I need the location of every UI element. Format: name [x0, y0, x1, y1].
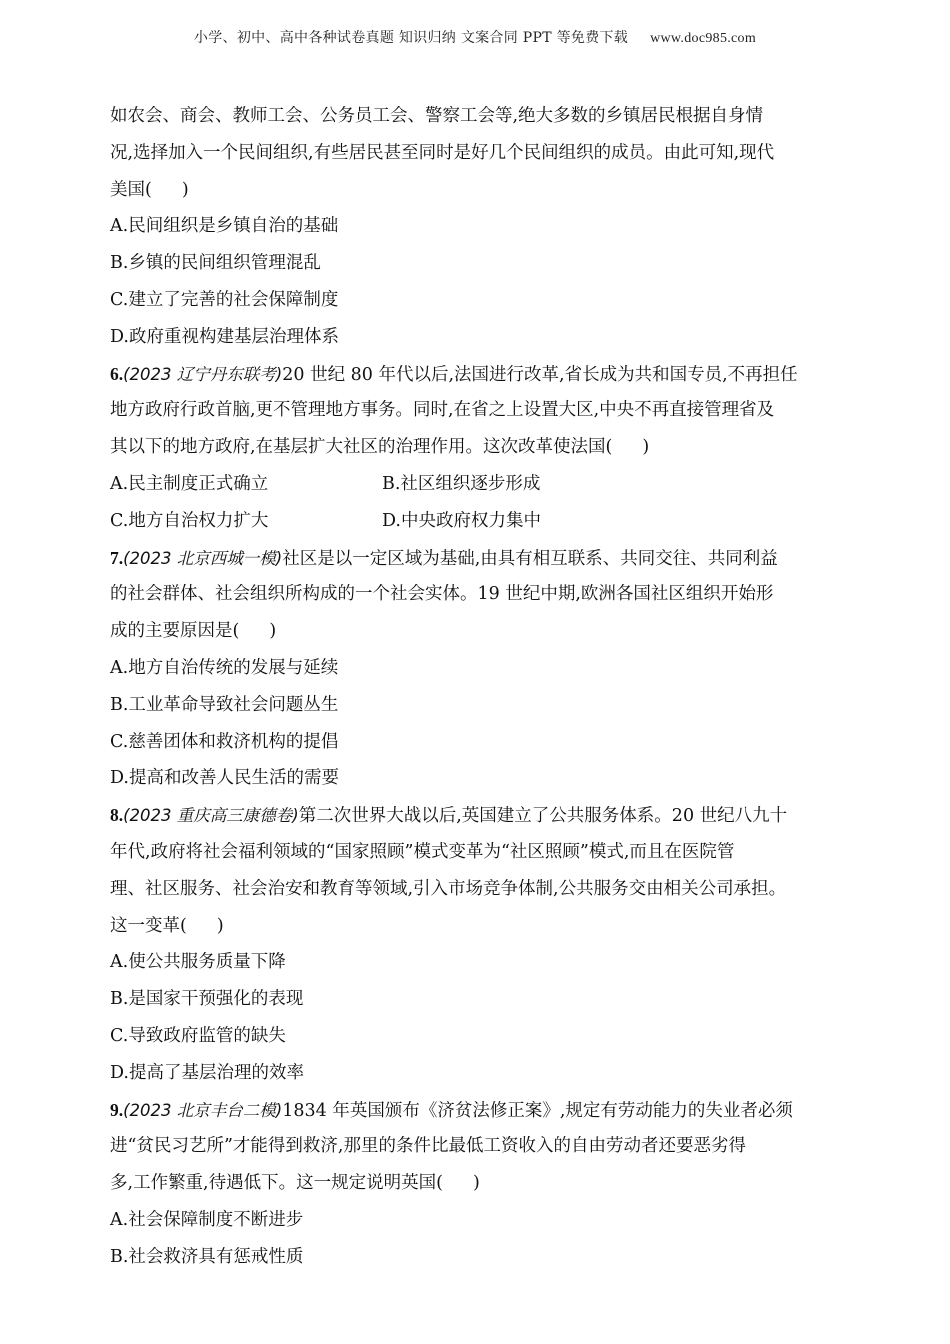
- question-source: (2023 北京丰台二模): [123, 1100, 283, 1120]
- option-a: A.社会保障制度不断进步: [110, 1209, 304, 1230]
- option-a: A.地方自治传统的发展与延续: [110, 657, 339, 678]
- option-b: B.工业革命导致社会问题丛生: [110, 694, 339, 715]
- question-stem-end: 其以下的地方政府,在基层扩大社区的治理作用。这次改革使法国( ): [110, 437, 650, 458]
- question-source: (2023 重庆高三康德卷): [123, 806, 299, 826]
- question-9: [110, 1092, 850, 1276]
- question-8: [110, 797, 850, 1091]
- question-line: 况,选择加入一个民间组织,有些居民甚至同时是好几个民间组织的成员。由此可知,现代: [110, 142, 775, 163]
- question-first-line: 6.(2023 辽宁丹东联考)20 世纪 80 年代以后,法国进行改革,省长成为共和国专员,不再担任: [110, 363, 798, 385]
- option-a: A.民间组织是乡镇自治的基础: [110, 216, 339, 237]
- header-text: 小学、初中、高中各种试卷真题 知识归纳 文案合同 PPT 等免费下载: [193, 30, 629, 46]
- option-b: B.社区组织逐步形成: [382, 473, 541, 494]
- question-source: (2023 辽宁丹东联考): [123, 364, 283, 384]
- option-c: C.地方自治权力扩大: [110, 510, 269, 531]
- option-c: C.建立了完善的社会保障制度: [110, 289, 339, 310]
- question-line: 理、社区服务、社会治安和教育等领域,引入市场竞争体制,公共服务交由相关公司承担。: [110, 878, 787, 899]
- question-number: 6.: [110, 363, 124, 384]
- question-stem-end: 美国( ): [110, 179, 189, 200]
- question-line: 的社会群体、社会组织所构成的一个社会实体。19 世纪中期,欧洲各国社区组织开始形: [110, 584, 774, 605]
- question-first-line: 7.(2023 北京西城一模)社区是以一定区域为基础,由具有相互联系、共同交往、共同利益: [110, 547, 778, 569]
- option-a: A.民主制度正式确立: [110, 473, 269, 494]
- option-c: C.慈善团体和救济机构的提倡: [110, 731, 339, 752]
- options-row: [110, 503, 850, 540]
- question-stem-end: 多,工作繁重,待遇低下。这一规定说明英国( ): [110, 1173, 480, 1194]
- question-7: [110, 540, 850, 798]
- option-d: D.提高和改善人民生活的需要: [110, 768, 339, 789]
- question-stem-end: 成的主要原因是( ): [110, 621, 277, 642]
- question-line: 年代,政府将社会福利领域的“国家照顾”模式变革为“社区照顾”模式,而且在医院管: [110, 841, 735, 862]
- question-number: 9.: [110, 1099, 124, 1120]
- header-url[interactable]: www.doc985.com: [650, 31, 757, 46]
- option-d: D.政府重视构建基层治理体系: [110, 326, 339, 347]
- question-number: 8.: [110, 805, 124, 826]
- option-c: C.导致政府监管的缺失: [110, 1025, 286, 1046]
- question-line: 进“贫民习艺所”才能得到救济,那里的条件比最低工资收入的自由劳动者还要恶劣得: [110, 1136, 746, 1157]
- option-a: A.使公共服务质量下降: [110, 952, 286, 973]
- question-6: [110, 356, 850, 540]
- question-number: 7.: [110, 547, 124, 568]
- question-first-line: 8.(2023 重庆高三康德卷)第二次世界大战以后,英国建立了公共服务体系。20 世纪八九十: [110, 805, 788, 827]
- option-b: B.社会救济具有惩戒性质: [110, 1246, 304, 1267]
- question-5: [110, 98, 850, 356]
- option-b: B.是国家干预强化的表现: [110, 989, 304, 1010]
- document-body: [110, 98, 850, 1276]
- question-line: 如农会、商会、教师工会、公务员工会、警察工会等,绝大多数的乡镇居民根据自身情: [110, 106, 764, 126]
- page-header: [0, 27, 950, 47]
- question-stem-end: 这一变革( ): [110, 915, 224, 936]
- option-d: D.提高了基层治理的效率: [110, 1062, 304, 1083]
- question-first-line: 9.(2023 北京丰台二模)1834 年英国颁布《济贫法修正案》,规定有劳动能力的失业者必须: [110, 1099, 793, 1121]
- options-row: [110, 466, 850, 503]
- option-d: D.中央政府权力集中: [382, 510, 541, 531]
- question-line: 地方政府行政首脑,更不管理地方事务。同时,在省之上设置大区,中央不再直接管理省及: [110, 400, 775, 421]
- question-source: (2023 北京西城一模): [123, 548, 283, 568]
- option-b: B.乡镇的民间组织管理混乱: [110, 253, 321, 274]
